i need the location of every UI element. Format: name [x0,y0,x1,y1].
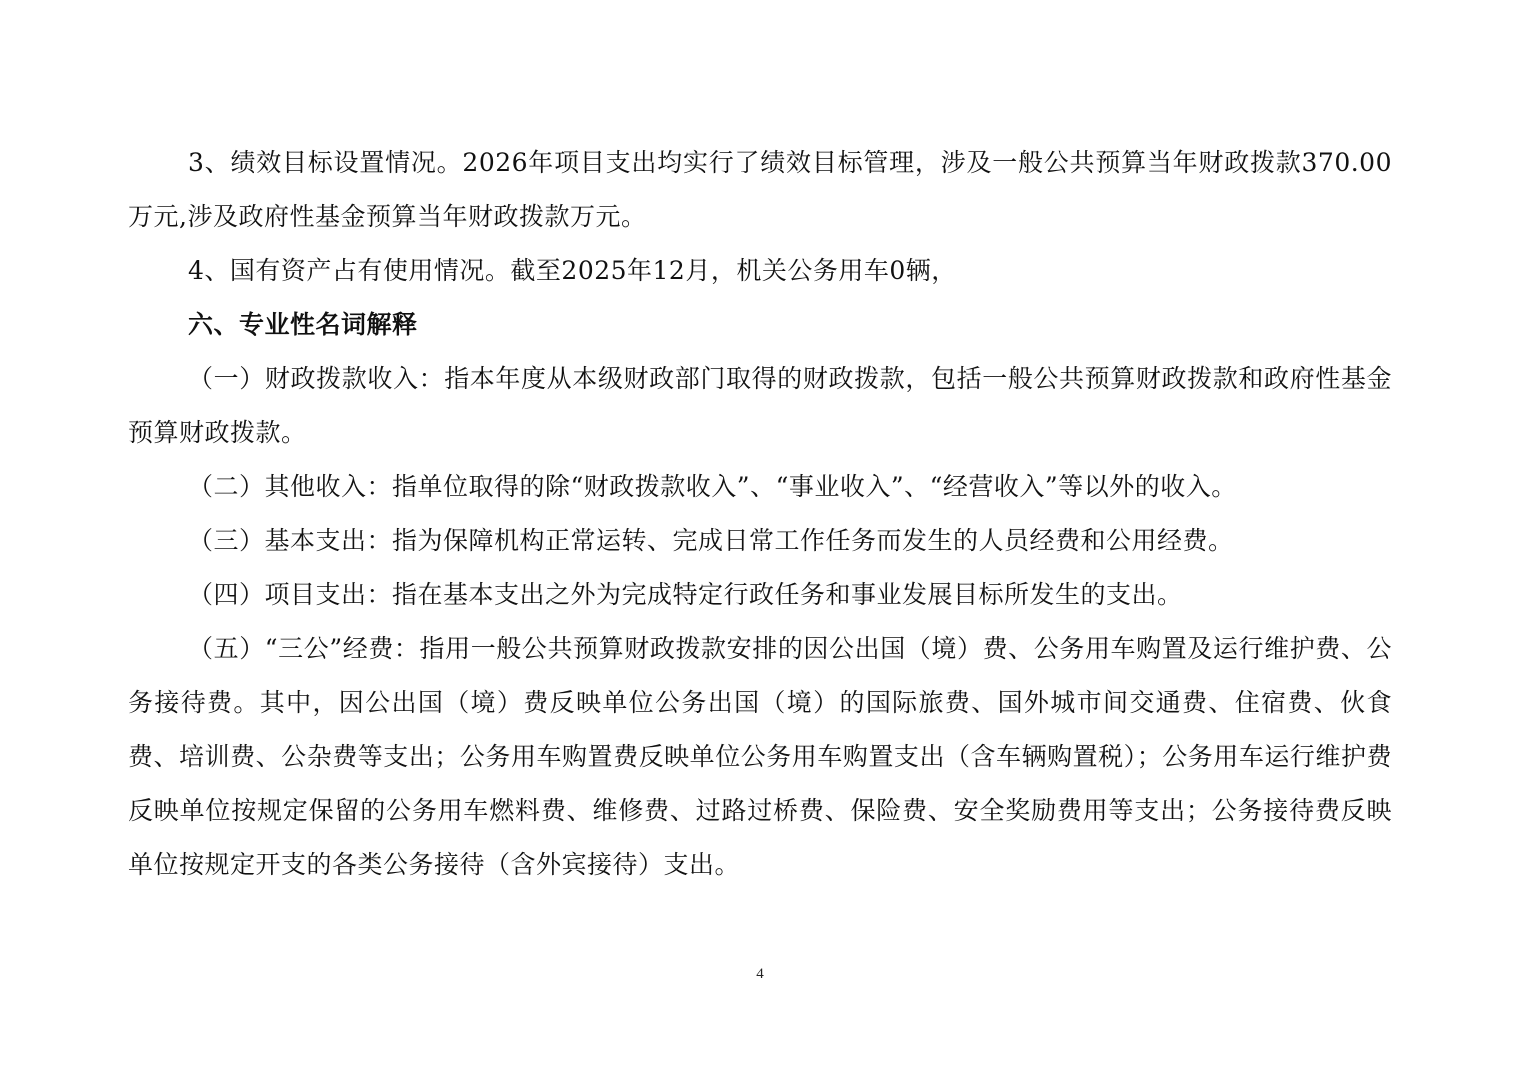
definition-three-public-expenses: （五）“三公”经费：指用一般公共预算财政拨款安排的因公出国（境）费、公务用车购置及运行维护费、公务接待费。其中，因公出国（境）费反映单位公务出国（境）的国际旅费、国外城市间交通费、住宿费、伙食费、培训费、公杂费等支出；公务用车购置费反映单位公务用车购置支出（含车辆购置税）；公务用车运行维护费反映单位按规定保留的公务用车燃料费、维修费、过路过桥费、保险费、安全奖励费用等支出；公务接待费反映单位按规定开支的各类公务接待（含外宾接待）支出。 [128,634,1392,879]
definition-basic-expenditure: （三）基本支出：指为保障机构正常运转、完成日常工作任务而发生的人员经费和公用经费。 [188,526,1234,555]
paragraph-state-assets: 4、国有资产占有使用情况。截至2025年12月，机关公务用车0辆， [188,256,957,285]
section-heading: 六、专业性名词解释 [188,310,418,339]
page-number: 4 [756,966,764,982]
document-body [128,136,1392,892]
paragraph-performance-targets: 3、绩效目标设置情况。2026年项目支出均实行了绩效目标管理，涉及一般公共预算当年财政拨款370.00万元,涉及政府性基金预算当年财政拨款万元。 [128,148,1392,231]
definition-other-income: （二）其他收入：指单位取得的除“财政拨款收入”、“事业收入”、“经营收入”等以外的收入。 [188,472,1237,501]
definition-fiscal-appropriation-income: （一）财政拨款收入：指本年度从本级财政部门取得的财政拨款，包括一般公共预算财政拨款和政府性基金预算财政拨款。 [128,364,1392,447]
definition-project-expenditure: （四）项目支出：指在基本支出之外为完成特定行政任务和事业发展目标所发生的支出。 [188,580,1183,609]
